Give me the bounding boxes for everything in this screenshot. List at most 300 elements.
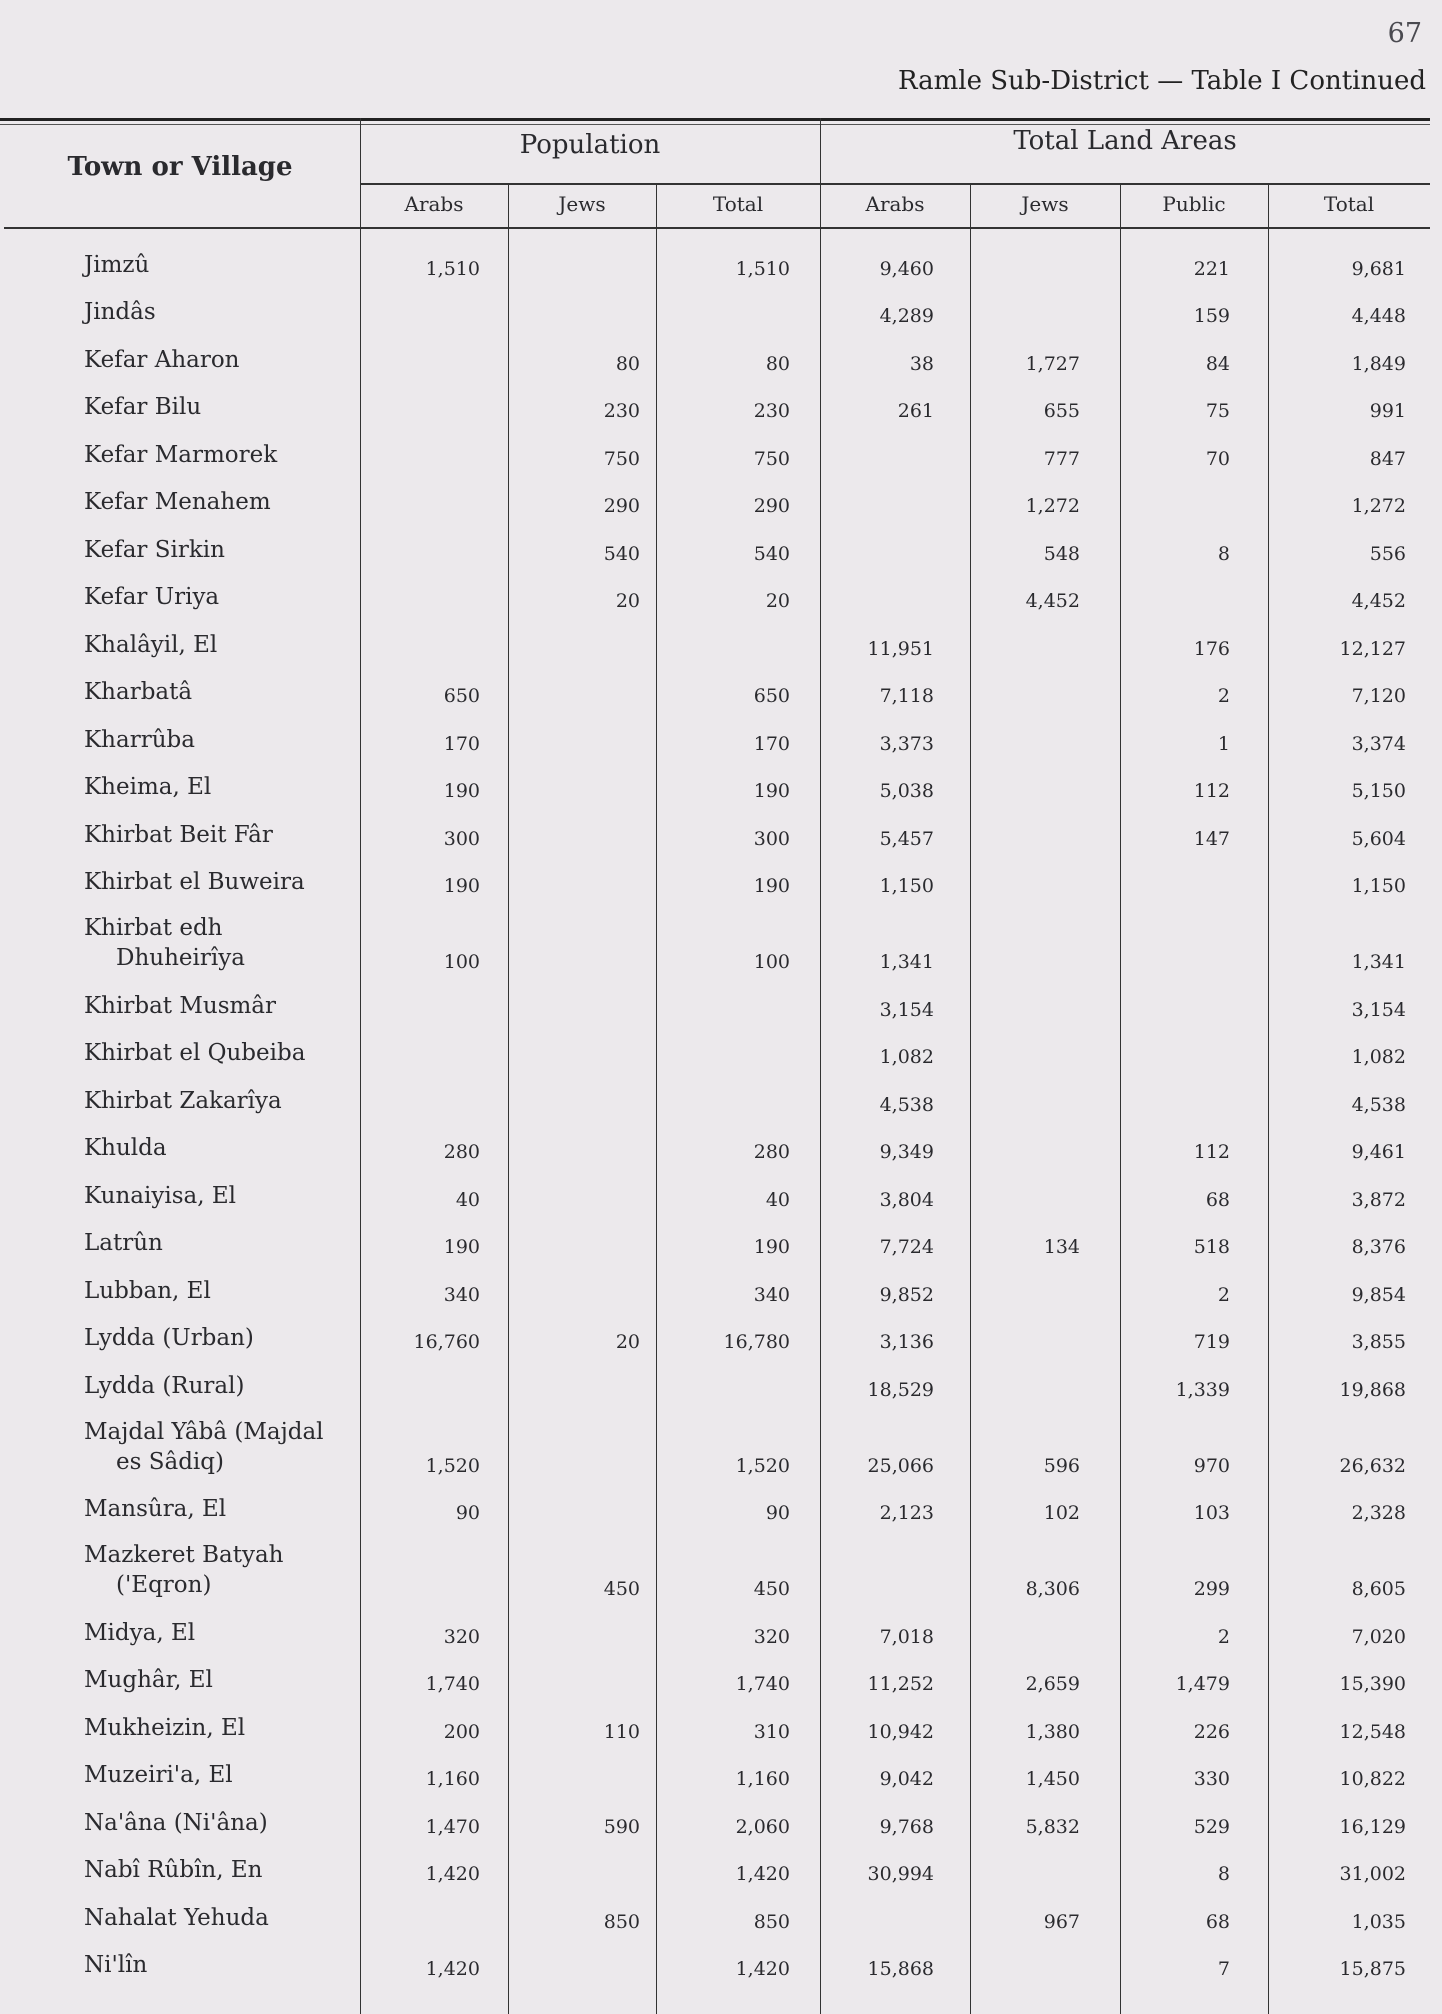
land-public-cell: 68 — [1205, 1188, 1230, 1211]
table-row — [0, 280, 1430, 328]
pop-arabs-cell: 300 — [443, 827, 480, 850]
town-name: Majdal Yâbâ (Majdal — [84, 1418, 324, 1445]
table-row — [0, 1258, 1430, 1306]
subheader-pop-arabs: Arabs — [404, 192, 464, 216]
town-name-cell — [0, 422, 360, 470]
header-divider-rule — [360, 183, 1430, 185]
pop-arabs-cell: 650 — [443, 685, 480, 707]
table-row — [0, 897, 1430, 973]
land-public-cell: 103 — [1193, 1502, 1230, 1524]
land-arabs-cell: 30,994 — [867, 1863, 934, 1885]
town-name-cell — [0, 897, 360, 973]
table-row — [0, 802, 1430, 850]
town-name-cell — [0, 1743, 360, 1791]
town-name-cell — [0, 470, 360, 518]
land-public-cell: 529 — [1193, 1815, 1230, 1838]
pop-jews-cell — [508, 1933, 656, 1981]
land-arabs-cell: 7,118 — [879, 685, 934, 707]
town-name-cell — [0, 1116, 360, 1164]
town-name-cell — [0, 1353, 360, 1401]
town-name-continued: Dhuheirîya — [116, 945, 245, 971]
pop-jews-cell — [508, 755, 656, 803]
town-name-continued: es Sâdiq) — [116, 1448, 224, 1475]
pop-arabs-cell: 280 — [443, 1141, 480, 1163]
pop-jews-cell: 20 — [615, 590, 640, 612]
pop-arabs-cell: 200 — [443, 1720, 480, 1743]
land-jews-cell — [970, 802, 1120, 850]
land-arabs-cell: 3,154 — [879, 998, 934, 1021]
pop-arabs-cell: 190 — [443, 1236, 480, 1258]
town-name: Khirbat Zakarîya — [84, 1087, 282, 1114]
page-number: 67 — [1387, 18, 1422, 49]
land-jews-cell: 777 — [1043, 447, 1080, 470]
town-name-cell — [0, 1648, 360, 1696]
pop-arabs-cell: 1,740 — [425, 1673, 480, 1695]
pop-arabs-cell — [360, 1021, 508, 1069]
town-name-cell — [0, 1163, 360, 1211]
land-public-cell: 176 — [1193, 637, 1230, 660]
pop-total-cell: 1,740 — [735, 1673, 790, 1695]
pop-total-cell: 16,780 — [723, 1331, 790, 1353]
pop-arabs-cell: 170 — [443, 732, 480, 755]
land-arabs-cell: 1,082 — [879, 1046, 934, 1068]
town-name: Lydda (Urban) — [84, 1325, 254, 1351]
table-row — [0, 1648, 1430, 1696]
land-total-cell: 3,374 — [1351, 732, 1406, 755]
land-public-cell — [1120, 1068, 1268, 1116]
land-jews-cell: 134 — [1043, 1236, 1080, 1258]
table-row — [0, 1790, 1430, 1838]
pop-total-cell: 1,160 — [735, 1768, 790, 1790]
land-jews-cell — [970, 1068, 1120, 1116]
pop-total-cell: 230 — [753, 400, 790, 422]
land-jews-cell — [970, 1838, 1120, 1886]
land-jews-cell — [970, 1258, 1120, 1306]
town-name-cell — [0, 973, 360, 1021]
land-arabs-cell — [820, 1524, 970, 1600]
town-name: Ni'lîn — [84, 1952, 148, 1978]
land-public-cell: 159 — [1193, 305, 1230, 327]
land-public-cell: 330 — [1193, 1768, 1230, 1790]
land-total-cell: 9,461 — [1351, 1141, 1406, 1163]
land-total-cell: 9,854 — [1351, 1283, 1406, 1306]
pop-arabs-cell: 1,510 — [425, 257, 480, 280]
land-total-cell: 5,604 — [1351, 827, 1406, 850]
table-row — [0, 973, 1430, 1021]
land-public-cell: 112 — [1193, 780, 1230, 802]
table-row — [0, 755, 1430, 803]
pop-total-cell — [656, 1021, 820, 1069]
land-total-cell: 1,341 — [1351, 951, 1406, 973]
pop-arabs-cell — [360, 517, 508, 565]
land-jews-cell: 1,272 — [1025, 495, 1080, 517]
pop-arabs-cell — [360, 1524, 508, 1600]
pop-arabs-cell: 90 — [455, 1502, 480, 1524]
pop-arabs-cell — [360, 327, 508, 375]
pop-arabs-cell: 1,520 — [425, 1454, 480, 1477]
pop-total-cell: 280 — [753, 1141, 790, 1163]
table-row — [0, 1524, 1430, 1600]
pop-total-cell: 320 — [753, 1625, 790, 1648]
pop-jews-cell — [508, 1163, 656, 1211]
town-name: Jimzû — [84, 251, 150, 278]
pop-jews-cell — [508, 280, 656, 328]
land-arabs-cell: 9,460 — [879, 257, 934, 280]
town-name-cell — [0, 707, 360, 755]
land-jews-cell: 1,450 — [1025, 1768, 1080, 1790]
town-name: Mansûra, El — [84, 1496, 227, 1522]
town-name-cell — [0, 1477, 360, 1525]
land-public-cell: 1,479 — [1175, 1673, 1230, 1695]
pop-arabs-cell — [360, 1885, 508, 1933]
land-arabs-cell: 1,341 — [879, 951, 934, 973]
land-jews-cell — [970, 1353, 1120, 1401]
town-name: Kefar Bilu — [84, 394, 202, 420]
pop-arabs-cell: 1,420 — [425, 1958, 480, 1980]
pop-jews-cell: 850 — [603, 1910, 640, 1933]
land-jews-cell: 596 — [1043, 1454, 1080, 1477]
land-public-cell: 68 — [1205, 1910, 1230, 1933]
land-jews-cell — [970, 280, 1120, 328]
town-name-cell — [0, 1600, 360, 1648]
land-arabs-cell: 11,252 — [867, 1673, 934, 1695]
land-public-cell — [1120, 565, 1268, 613]
table-row — [0, 422, 1430, 470]
table-row — [0, 1933, 1430, 1981]
town-name: Kefar Aharon — [84, 346, 240, 373]
town-name-cell — [0, 802, 360, 850]
table-row — [0, 660, 1430, 708]
land-jews-cell — [970, 755, 1120, 803]
pop-total-cell: 650 — [753, 685, 790, 707]
land-public-cell: 147 — [1193, 827, 1230, 850]
town-name: Lubban, El — [84, 1277, 211, 1304]
land-total-cell: 2,328 — [1351, 1502, 1406, 1524]
land-arabs-cell: 15,868 — [867, 1958, 934, 1980]
pop-jews-cell: 590 — [603, 1815, 640, 1838]
land-total-cell: 8,376 — [1351, 1236, 1406, 1258]
land-arabs-cell: 4,538 — [879, 1093, 934, 1116]
land-jews-cell: 548 — [1043, 542, 1080, 565]
table-row — [0, 327, 1430, 375]
pop-total-cell: 290 — [753, 495, 790, 517]
town-name: Khirbat el Qubeiba — [84, 1040, 306, 1066]
land-public-cell: 84 — [1205, 352, 1230, 375]
pop-total-cell: 190 — [753, 780, 790, 802]
pop-jews-cell — [508, 1116, 656, 1164]
land-total-cell: 7,020 — [1351, 1625, 1406, 1648]
land-total-cell: 26,632 — [1339, 1454, 1406, 1477]
land-jews-cell — [970, 660, 1120, 708]
land-arabs-cell: 3,804 — [879, 1188, 934, 1211]
town-name-cell — [0, 1258, 360, 1306]
land-jews-cell — [970, 612, 1120, 660]
land-total-cell: 847 — [1369, 447, 1406, 470]
pop-jews-cell — [508, 1743, 656, 1791]
pop-total-cell: 90 — [765, 1502, 790, 1524]
pop-arabs-cell: 40 — [455, 1188, 480, 1211]
table-row — [0, 1163, 1430, 1211]
pop-jews-cell — [508, 897, 656, 973]
land-jews-cell: 655 — [1043, 400, 1080, 422]
land-total-cell: 15,875 — [1339, 1958, 1406, 1980]
land-total-cell: 1,150 — [1351, 875, 1406, 897]
pop-jews-cell — [508, 1353, 656, 1401]
pop-arabs-cell: 1,420 — [425, 1863, 480, 1885]
land-total-cell: 4,538 — [1351, 1093, 1406, 1116]
pop-arabs-cell — [360, 375, 508, 423]
table-row — [0, 565, 1430, 613]
land-arabs-cell: 5,457 — [879, 827, 934, 850]
land-jews-cell: 2,659 — [1025, 1673, 1080, 1695]
land-total-cell: 7,120 — [1351, 685, 1406, 707]
pop-total-cell: 1,420 — [735, 1863, 790, 1885]
town-name: Jindâs — [84, 299, 156, 325]
table-row — [0, 1211, 1430, 1259]
town-name: Muzeiri'a, El — [84, 1762, 233, 1788]
running-head: Ramle Sub-District — Table I Continued — [897, 66, 1426, 96]
town-name: Nabî Rûbîn, En — [84, 1857, 263, 1883]
land-total-cell: 1,082 — [1351, 1046, 1406, 1068]
pop-jews-cell: 230 — [603, 400, 640, 422]
land-jews-cell: 4,452 — [1025, 590, 1080, 612]
town-name: Kheima, El — [84, 774, 212, 800]
pop-arabs-cell — [360, 1068, 508, 1116]
land-jews-cell — [970, 1933, 1120, 1981]
land-public-cell: 2 — [1217, 1283, 1230, 1306]
table-row — [0, 1116, 1430, 1164]
land-arabs-cell — [820, 470, 970, 518]
pop-total-cell — [656, 1353, 820, 1401]
town-name-cell — [0, 612, 360, 660]
pop-total-cell — [656, 612, 820, 660]
header-town-or-village: Town or Village — [67, 152, 293, 182]
land-jews-cell — [970, 1021, 1120, 1069]
land-total-cell: 1,035 — [1351, 1910, 1406, 1933]
header-total-land-areas: Total Land Areas — [1013, 126, 1237, 156]
table-row — [0, 1600, 1430, 1648]
pop-total-cell: 850 — [753, 1910, 790, 1933]
land-public-cell: 299 — [1193, 1578, 1230, 1600]
pop-jews-cell: 80 — [615, 352, 640, 375]
table-row — [0, 470, 1430, 518]
land-public-cell: 226 — [1193, 1720, 1230, 1743]
land-arabs-cell: 7,724 — [879, 1236, 934, 1258]
pop-arabs-cell — [360, 565, 508, 613]
town-name-cell — [0, 517, 360, 565]
land-total-cell: 19,868 — [1339, 1378, 1406, 1401]
land-jews-cell — [970, 973, 1120, 1021]
town-name-cell — [0, 1695, 360, 1743]
land-arabs-cell: 4,289 — [879, 305, 934, 327]
table-row — [0, 1885, 1430, 1933]
land-total-cell: 4,448 — [1351, 305, 1406, 327]
land-arabs-cell: 9,349 — [879, 1141, 934, 1163]
town-name-cell — [0, 850, 360, 898]
pop-jews-cell — [508, 232, 656, 280]
pop-arabs-cell: 320 — [443, 1625, 480, 1648]
pop-arabs-cell — [360, 973, 508, 1021]
pop-jews-cell: 450 — [603, 1578, 640, 1600]
subheader-land-jews: Jews — [1021, 192, 1069, 216]
town-name: Midya, El — [84, 1619, 196, 1646]
town-name-continued: ('Eqron) — [116, 1572, 212, 1598]
pop-jews-cell: 540 — [603, 542, 640, 565]
land-public-cell: 1,339 — [1175, 1378, 1230, 1401]
town-name-cell — [0, 1790, 360, 1838]
pop-total-cell: 20 — [765, 590, 790, 612]
table-row — [0, 375, 1430, 423]
land-total-cell: 9,681 — [1351, 257, 1406, 280]
land-arabs-cell: 9,852 — [879, 1283, 934, 1306]
pop-arabs-cell: 100 — [443, 951, 480, 973]
table-row — [0, 612, 1430, 660]
land-jews-cell — [970, 232, 1120, 280]
top-rule-thin — [0, 124, 1430, 125]
town-name-cell — [0, 565, 360, 613]
land-total-cell: 4,452 — [1351, 590, 1406, 612]
pop-jews-cell: 750 — [603, 447, 640, 470]
pop-arabs-cell — [360, 612, 508, 660]
land-arabs-cell: 3,136 — [879, 1331, 934, 1353]
pop-arabs-cell: 340 — [443, 1283, 480, 1306]
land-jews-cell: 8,306 — [1025, 1578, 1080, 1600]
town-name: Kefar Menahem — [84, 489, 271, 515]
land-total-cell: 12,548 — [1339, 1720, 1406, 1743]
land-jews-cell — [970, 897, 1120, 973]
land-public-cell: 2 — [1217, 685, 1230, 707]
table-row — [0, 1743, 1430, 1791]
land-jews-cell — [970, 850, 1120, 898]
land-arabs-cell — [820, 422, 970, 470]
land-total-cell: 991 — [1369, 400, 1406, 422]
land-total-cell: 5,150 — [1351, 780, 1406, 802]
town-name-cell — [0, 1838, 360, 1886]
table-row — [0, 1306, 1430, 1354]
town-name-cell — [0, 1068, 360, 1116]
land-arabs-cell: 18,529 — [867, 1378, 934, 1401]
land-arabs-cell — [820, 517, 970, 565]
land-total-cell: 31,002 — [1339, 1863, 1406, 1885]
land-public-cell: 8 — [1217, 1863, 1230, 1885]
land-jews-cell: 1,727 — [1025, 352, 1080, 375]
town-name: Kharrûba — [84, 726, 195, 753]
land-public-cell: 2 — [1217, 1625, 1230, 1648]
town-name: Lydda (Rural) — [84, 1372, 245, 1399]
town-name-cell — [0, 755, 360, 803]
town-name: Kefar Marmorek — [84, 441, 278, 468]
pop-arabs-cell: 16,760 — [413, 1331, 480, 1353]
land-arabs-cell: 9,042 — [879, 1768, 934, 1790]
land-public-cell: 75 — [1205, 400, 1230, 422]
land-public-cell — [1120, 973, 1268, 1021]
pop-total-cell — [656, 973, 820, 1021]
table-row — [0, 1401, 1430, 1477]
pop-arabs-cell — [360, 1353, 508, 1401]
pop-total-cell: 1,520 — [735, 1454, 790, 1477]
pop-total-cell: 80 — [765, 352, 790, 375]
town-name: Khulda — [84, 1135, 167, 1161]
land-public-cell — [1120, 850, 1268, 898]
pop-jews-cell — [508, 973, 656, 1021]
land-public-cell: 1 — [1217, 732, 1230, 755]
pop-total-cell: 100 — [753, 951, 790, 973]
land-public-cell: 970 — [1193, 1454, 1230, 1477]
town-name: Khirbat Beit Fâr — [84, 821, 273, 848]
town-name: Mukheizin, El — [84, 1714, 246, 1741]
pop-total-cell: 40 — [765, 1188, 790, 1211]
table-row — [0, 850, 1430, 898]
town-name: Mazkeret Batyah — [84, 1542, 284, 1568]
land-arabs-cell: 261 — [897, 400, 934, 422]
header-population: Population — [519, 130, 661, 160]
town-name: Khalâyil, El — [84, 631, 218, 658]
pop-total-cell: 1,510 — [735, 257, 790, 280]
subheader-land-arabs: Arabs — [865, 192, 925, 216]
pop-jews-cell — [508, 1021, 656, 1069]
land-public-cell: 719 — [1193, 1331, 1230, 1353]
land-arabs-cell: 9,768 — [879, 1815, 934, 1838]
land-jews-cell — [970, 1116, 1120, 1164]
pop-arabs-cell — [360, 422, 508, 470]
land-jews-cell — [970, 1600, 1120, 1648]
pop-jews-cell: 20 — [615, 1331, 640, 1353]
pop-jews-cell — [508, 1838, 656, 1886]
table-row — [0, 1021, 1430, 1069]
top-rule — [0, 118, 1430, 121]
town-name: Kharbatâ — [84, 679, 193, 705]
land-public-cell — [1120, 897, 1268, 973]
pop-arabs-cell — [360, 470, 508, 518]
land-arabs-cell: 2,123 — [879, 1502, 934, 1524]
land-total-cell: 10,822 — [1339, 1768, 1406, 1790]
land-jews-cell: 967 — [1043, 1910, 1080, 1933]
town-name-cell — [0, 660, 360, 708]
land-jews-cell — [970, 707, 1120, 755]
land-total-cell: 3,154 — [1351, 998, 1406, 1021]
pop-total-cell: 300 — [753, 827, 790, 850]
pop-total-cell: 170 — [753, 732, 790, 755]
town-name: Khirbat edh — [84, 915, 223, 941]
pop-total-cell — [656, 1068, 820, 1116]
pop-total-cell: 750 — [753, 447, 790, 470]
land-public-cell — [1120, 1021, 1268, 1069]
pop-jews-cell — [508, 1477, 656, 1525]
land-jews-cell — [970, 1163, 1120, 1211]
town-name-cell — [0, 375, 360, 423]
land-total-cell: 3,855 — [1351, 1331, 1406, 1353]
pop-jews-cell — [508, 1258, 656, 1306]
table-row — [0, 517, 1430, 565]
land-arabs-cell: 3,373 — [879, 732, 934, 755]
pop-jews-cell — [508, 1401, 656, 1477]
pop-total-cell: 450 — [753, 1578, 790, 1600]
subheader-pop-jews: Jews — [558, 192, 606, 216]
land-jews-cell — [970, 1306, 1120, 1354]
subheader-land-total: Total — [1323, 192, 1375, 216]
land-total-cell: 12,127 — [1339, 637, 1406, 660]
pop-total-cell: 190 — [753, 1236, 790, 1258]
land-jews-cell: 1,380 — [1025, 1720, 1080, 1743]
subheader-land-public: Public — [1162, 192, 1226, 216]
town-name-cell — [0, 1021, 360, 1069]
town-name-cell — [0, 327, 360, 375]
town-name-cell — [0, 1306, 360, 1354]
pop-arabs-cell: 190 — [443, 780, 480, 802]
land-arabs-cell: 5,038 — [879, 780, 934, 802]
town-name: Kefar Uriya — [84, 584, 220, 610]
land-arabs-cell — [820, 565, 970, 613]
